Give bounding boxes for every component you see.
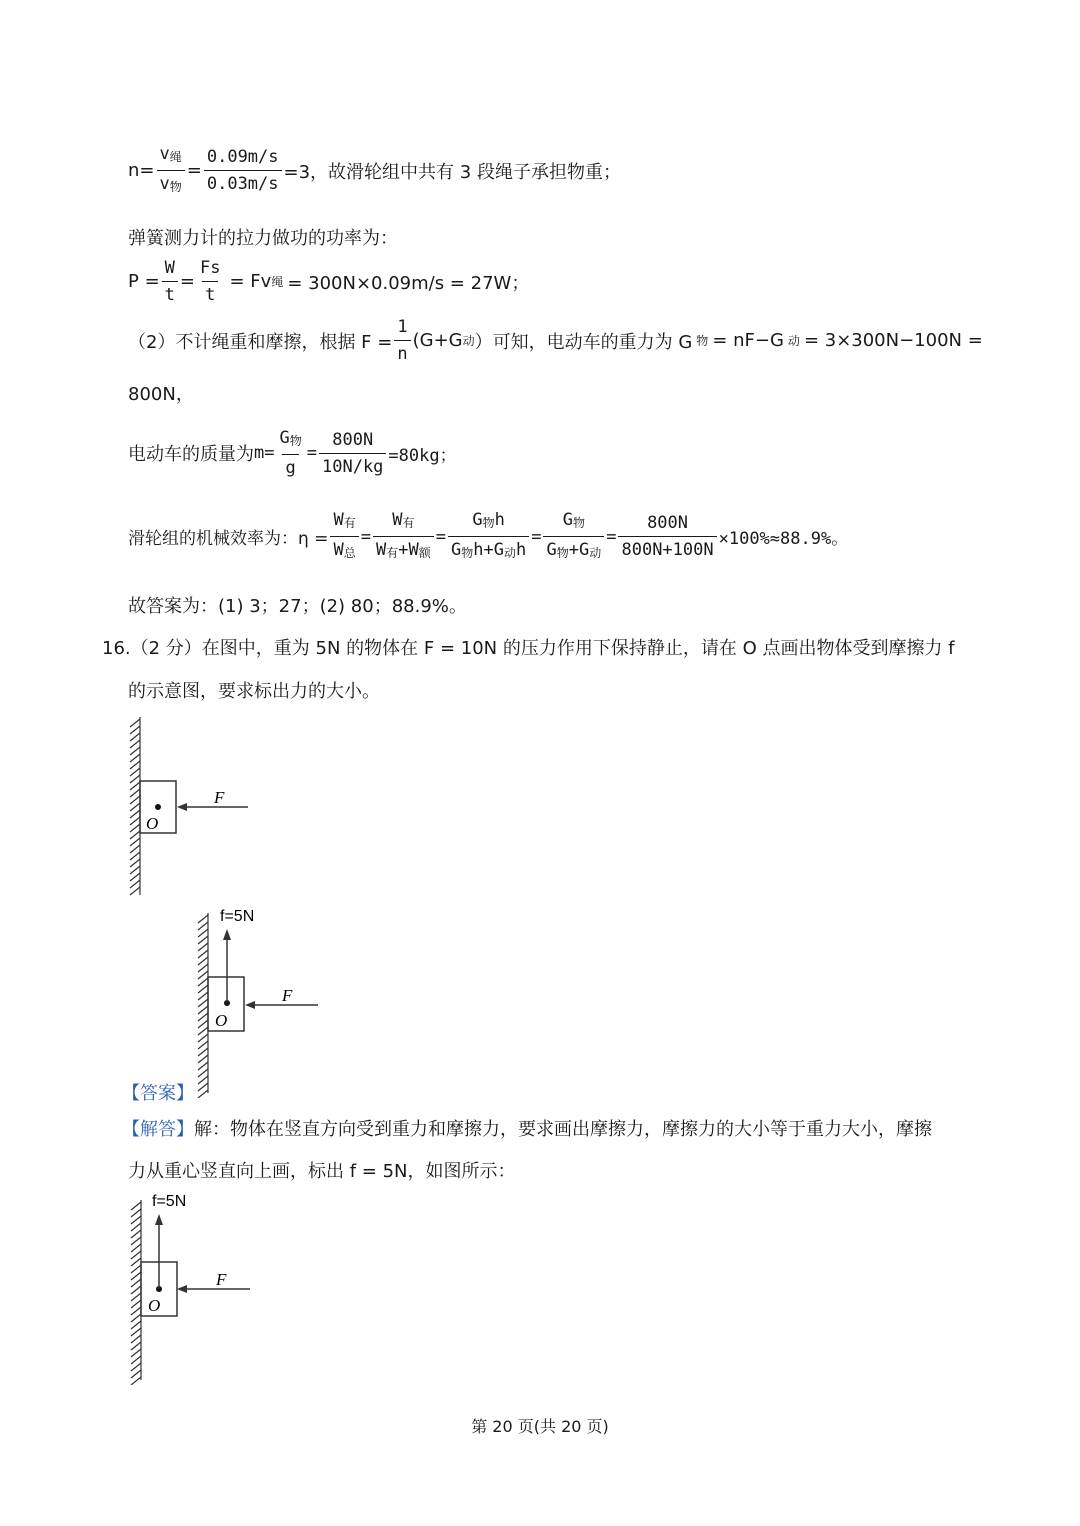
q16-line2: 的示意图，要求标出力的大小。 [128, 681, 380, 702]
arrowhead-icon [223, 929, 231, 940]
frac-sub: 有 [386, 546, 399, 560]
frac-text: +G [568, 540, 590, 560]
label-o: O [146, 814, 159, 833]
hatch-line [198, 1041, 208, 1049]
label-f: F [216, 1270, 227, 1289]
hatch-line [130, 845, 140, 853]
hatch-line [198, 1090, 208, 1098]
eq-n [128, 143, 621, 198]
wall-hatching [198, 913, 208, 1098]
fraction [276, 427, 304, 479]
hatch-line [131, 1258, 141, 1266]
frac-sub: 有 [343, 516, 356, 530]
fraction [330, 509, 358, 564]
frac-sub: 物 [289, 434, 302, 448]
hatch-line [198, 971, 208, 979]
frac-text: G [450, 540, 462, 560]
hatch-line [130, 775, 140, 783]
hatch-line [130, 831, 140, 839]
frac-text: t [202, 281, 218, 306]
power-intro: 弹簧测力计的拉力做功的功率为： [128, 228, 398, 249]
equals: = [606, 526, 617, 547]
hatch-line [198, 1020, 208, 1028]
hatch-line [131, 1223, 141, 1231]
frac-text: G [472, 510, 483, 530]
hatch-line [130, 768, 140, 776]
frac-text: h [494, 510, 505, 530]
fraction [394, 316, 410, 365]
frac-text: Fs [200, 258, 221, 278]
frac-sub: 物 [572, 516, 585, 530]
hatch-line [198, 985, 208, 993]
part2-cont: 800N， [128, 384, 194, 405]
fraction [543, 509, 604, 564]
hatch-line [198, 964, 208, 972]
hatch-line [130, 852, 140, 860]
hatch-line [130, 866, 140, 874]
hatch-line [131, 1272, 141, 1280]
hatch-line [198, 922, 208, 930]
solution-line1 [122, 1115, 932, 1141]
hatch-line [131, 1307, 141, 1315]
text: =80kg； [388, 445, 457, 466]
frac-text: 800N+100N [618, 536, 716, 561]
fraction [319, 429, 386, 478]
hatch-line [130, 782, 140, 790]
solution-tag: 【解答】 [122, 1119, 194, 1140]
hatch-line [131, 1265, 141, 1273]
label-o: O [215, 1011, 228, 1030]
frac-text: 1 [397, 317, 408, 337]
hatch-line [130, 859, 140, 867]
text: 电动车的质量为 [128, 444, 254, 465]
frac-sub: 额 [418, 546, 431, 560]
frac-text: 0.09m/s [206, 147, 279, 167]
text: = nF−G [712, 330, 784, 351]
frac-text: G [562, 510, 573, 530]
frac-text: n [394, 340, 410, 365]
equals: = [435, 526, 446, 547]
hatch-line [131, 1370, 141, 1378]
arrowhead-icon [177, 1285, 187, 1293]
hatch-line [131, 1286, 141, 1294]
label-o: O [148, 1296, 161, 1315]
answer-diagram [190, 903, 330, 1098]
hatch-line [131, 1279, 141, 1287]
hatch-line [130, 733, 140, 741]
text: ）可知，电动车的重力为 G [474, 331, 693, 353]
hatch-line [130, 740, 140, 748]
hatch-line [131, 1377, 141, 1385]
hatch-line [198, 1083, 208, 1091]
mass-line [128, 427, 457, 479]
hatch-line [131, 1293, 141, 1301]
hatch-line [131, 1216, 141, 1224]
eq-p-tail: = Fv [229, 271, 272, 292]
hatch-line [131, 1230, 141, 1238]
frac-sub: 动 [589, 546, 602, 560]
frac-text: W [333, 540, 344, 560]
hatch-line [130, 796, 140, 804]
part2-line [128, 316, 983, 365]
answer-15: 故答案为：(1) 3；27；(2) 80；88.9%。 [128, 596, 467, 617]
hatch-line [130, 761, 140, 769]
frac-text: G [279, 428, 290, 448]
arrowhead-icon [245, 1001, 255, 1009]
fraction [204, 146, 282, 195]
frac-text: 800N [332, 429, 374, 450]
fraction [373, 509, 434, 564]
q16-line1: 16.（2 分）在图中，重为 5N 的物体在 F = 10N 的压力作用下保持静止，请在 O 点画出物体受到摩擦力 f [102, 638, 955, 659]
frac-text: h+G [473, 540, 504, 560]
hatch-line [198, 950, 208, 958]
frac-text: g [282, 454, 298, 479]
answer-tag: 【答案】 [122, 1083, 194, 1104]
hatch-line [131, 1328, 141, 1336]
efficiency-line [128, 509, 848, 564]
fraction [197, 257, 223, 306]
frac-sub: 绳 [169, 150, 182, 164]
text: ×100%≈88.9%。 [718, 529, 849, 549]
eq-p-prefix: P = [128, 271, 160, 292]
hatch-line [131, 1321, 141, 1329]
hatch-line [131, 1237, 141, 1245]
hatch-line [198, 943, 208, 951]
frac-text: 800N [647, 513, 689, 533]
subscript: 绳 [271, 275, 284, 289]
text: （2）不计绳重和摩擦，根据 F = [128, 331, 393, 353]
hatch-line [198, 957, 208, 965]
wall-hatching [131, 1200, 141, 1385]
fraction [157, 143, 185, 198]
equals: = [186, 160, 202, 181]
text: (G+G [412, 330, 463, 351]
frac-text: +W [398, 540, 419, 560]
hatch-line [198, 1055, 208, 1063]
eq-n-tail: =3，故滑轮组中共有 3 段绳子承担物重； [283, 161, 621, 183]
label-f: F [282, 986, 293, 1005]
hatch-line [131, 1300, 141, 1308]
hatch-line [130, 726, 140, 734]
frac-sub: 物 [482, 516, 495, 530]
subscript: 动 [462, 334, 475, 348]
hatch-line [131, 1335, 141, 1343]
hatch-line [131, 1314, 141, 1322]
eq-n-prefix: n= [128, 160, 155, 181]
hatch-line [130, 719, 140, 727]
hatch-line [198, 915, 208, 923]
hatch-line [130, 754, 140, 762]
hatch-line [130, 803, 140, 811]
frac-text: W [375, 540, 387, 560]
frac-text: v [159, 174, 170, 194]
eq-p [128, 257, 529, 306]
hatch-line [130, 824, 140, 832]
label-f-friction: f=5N [220, 908, 255, 925]
text: m= [254, 443, 275, 463]
hatch-line [198, 978, 208, 986]
hatch-line [198, 936, 208, 944]
page-footer: 第 20 页(共 20 页) [471, 1417, 609, 1436]
eq-p-tail: = 300N×0.09m/s = 27W； [287, 272, 530, 294]
label-f-friction: f=5N [152, 1193, 187, 1210]
frac-text: W [164, 258, 175, 278]
hatch-line [198, 992, 208, 1000]
frac-text: 0.03m/s [204, 170, 282, 195]
frac-text: W [333, 510, 344, 530]
hatch-line [198, 1034, 208, 1042]
text: = 3×300N−100N = [803, 330, 983, 351]
fraction [162, 257, 178, 306]
solution-diagram [120, 1190, 260, 1385]
hatch-line [131, 1342, 141, 1350]
hatch-line [198, 1027, 208, 1035]
arrowhead-icon [177, 803, 187, 811]
frac-sub: 物 [556, 546, 569, 560]
solution-text: 解：物体在竖直方向受到重力和摩擦力，要求画出摩擦力，摩擦力的大小等于重力大小，摩擦 [194, 1119, 932, 1140]
equals: = [531, 526, 542, 547]
hatch-line [131, 1244, 141, 1252]
frac-sub: 有 [402, 516, 415, 530]
frac-text: G [546, 540, 557, 560]
hatch-line [130, 789, 140, 797]
solution-line2: 力从重心竖直向上画，标出 f = 5N，如图所示： [128, 1161, 516, 1182]
frac-text: 10N/kg [319, 453, 386, 478]
equals: = [360, 526, 371, 547]
hatch-line [130, 887, 140, 895]
hatch-line [131, 1202, 141, 1210]
subscript: 动 [787, 334, 800, 348]
label-f: F [214, 788, 225, 807]
hatch-line [198, 1076, 208, 1084]
point-o [155, 804, 161, 810]
frac-text: t [162, 281, 178, 306]
equals: = [306, 443, 317, 463]
hatch-line [198, 929, 208, 937]
frac-sub: 动 [503, 546, 516, 560]
hatch-line [130, 747, 140, 755]
hatch-line [198, 1062, 208, 1070]
text: 滑轮组的机械效率为：η = [128, 529, 329, 549]
equals: = [179, 271, 196, 292]
hatch-line [198, 1006, 208, 1014]
frac-sub: 总 [343, 546, 356, 560]
hatch-line [130, 873, 140, 881]
hatch-line [131, 1251, 141, 1259]
hatch-line [131, 1349, 141, 1357]
frac-text: v [159, 144, 170, 164]
hatch-line [130, 817, 140, 825]
hatch-line [198, 999, 208, 1007]
hatch-line [131, 1363, 141, 1371]
arrowhead-icon [155, 1214, 163, 1225]
hatch-line [198, 1013, 208, 1021]
wall-hatching [130, 717, 140, 895]
hatch-line [131, 1356, 141, 1364]
hatch-line [198, 1048, 208, 1056]
hatch-line [130, 810, 140, 818]
fraction [448, 509, 529, 564]
hatch-line [130, 838, 140, 846]
fraction [618, 512, 716, 561]
frac-text: h [515, 540, 527, 560]
hatch-line [198, 1069, 208, 1077]
frac-text: W [392, 510, 403, 530]
frac-sub: 物 [169, 180, 182, 194]
frac-sub: 物 [461, 546, 474, 560]
hatch-line [131, 1209, 141, 1217]
hatch-line [130, 880, 140, 888]
question-diagram [120, 715, 260, 900]
subscript: 物 [696, 334, 709, 348]
